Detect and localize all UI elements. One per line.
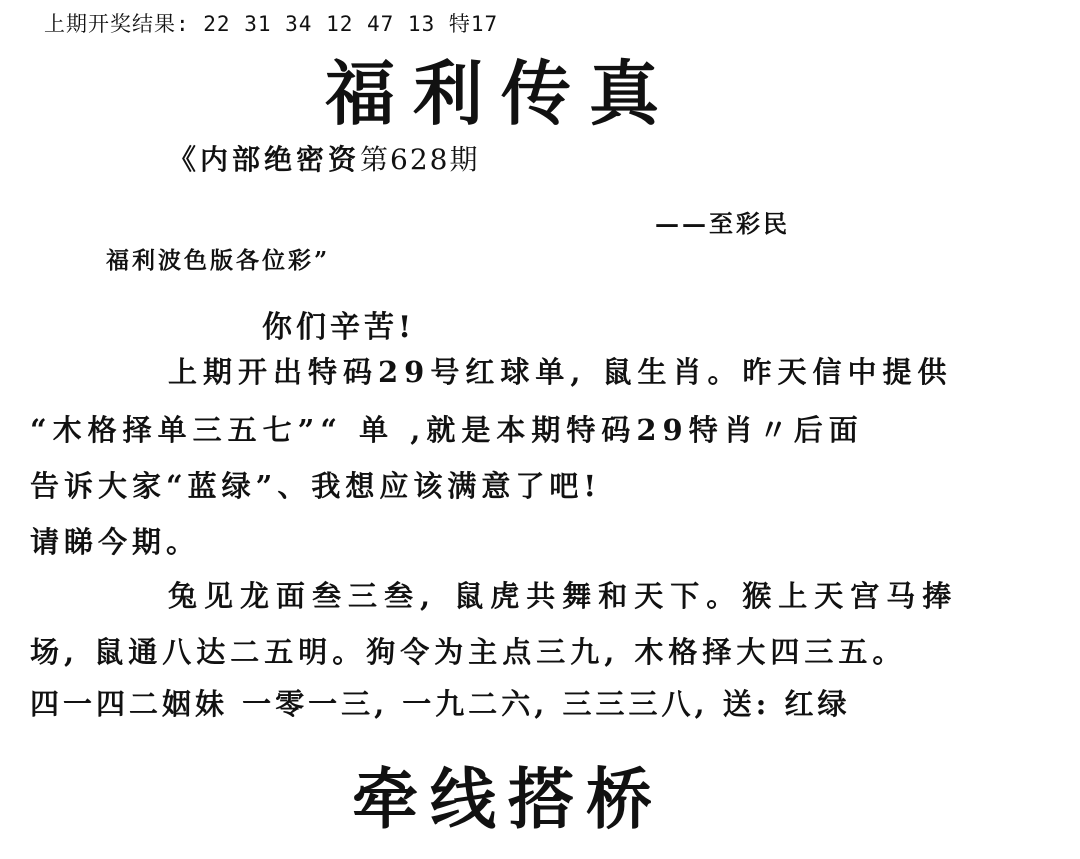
last-draw-result: 上期开奖结果: 22 31 34 12 47 13 特17 [44,12,499,36]
paragraph-line-4: 请睇今期。 [30,525,201,559]
subtitle [168,138,479,178]
greeting: 你们辛苦! [262,310,416,345]
salutation: 福利波色版各位彩” [106,247,331,274]
paragraph-line-3: 告诉大家“蓝绿”、我想应该满意了吧! [30,469,602,503]
subtitle-label: 《内部绝密资 [168,143,361,176]
paragraph-line-7: 四一四二姻妹 一零一三, 一九二六, 三三三八, 送: 红绿 [30,687,851,721]
paragraph-line-5: 兔见龙面叁三叁, 鼠虎共舞和天下。猴上天宫马捧 [168,579,959,613]
main-title: 福利传真 [325,52,677,135]
paragraph-line-2: “木格择单三五七”“ 单 ,就是本期特码29特肖〃后面 [30,413,864,447]
issue-number: 第628期 [360,143,480,176]
author-line: ——至彩民 [655,209,790,238]
bottom-title: 牵线搭桥 [352,760,664,838]
paragraph-line-1: 上期开出特码29号红球单, 鼠生肖。昨天信中提供 [168,355,953,389]
paragraph-line-6: 场, 鼠通八达二五明。狗令为主点三九, 木格择大四三五。 [30,635,907,669]
